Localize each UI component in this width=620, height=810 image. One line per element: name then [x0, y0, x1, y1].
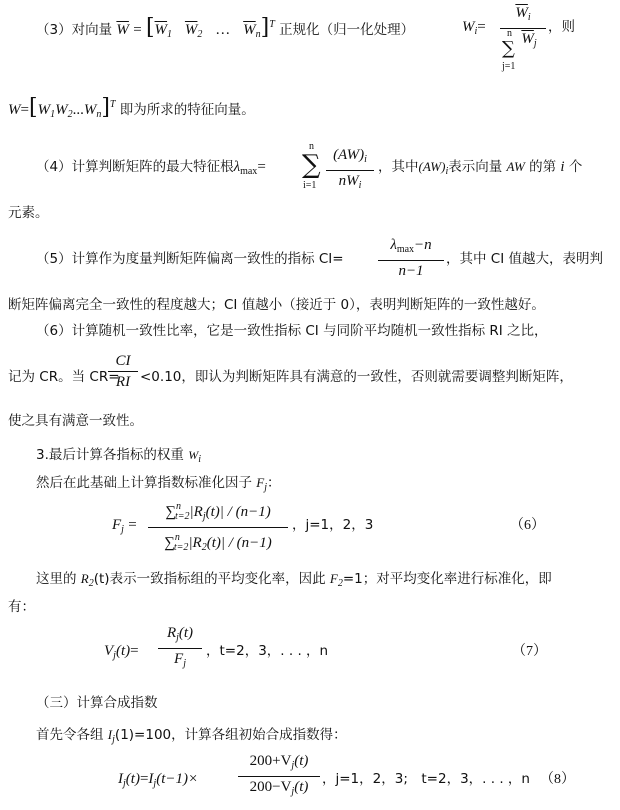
section-c-title: （三）计算合成指数	[36, 695, 158, 711]
step5-line: （5）计算作为度量判断矩阵偏离一致性的指标 CI=	[36, 251, 344, 267]
para7-continuation: 有：	[8, 599, 35, 615]
step3-number: （3）	[36, 22, 72, 38]
step5-fraction: $\lambda_{max}-n$ n−1	[378, 236, 444, 280]
step6-fraction: $\frac{CI}{RI}$	[108, 352, 138, 391]
eq8-number: （8）	[540, 772, 575, 787]
step3-vector-text: 即为所求的特征向量。	[119, 102, 255, 118]
step3-vector-line: $W=[W_1W_2...W_n]^T$ 即为所求的特征向量。	[8, 95, 255, 120]
wi-sum-symbol: ∑	[502, 38, 515, 59]
para7-line: 这里的 $R_2(t)$表示一致指标组的平均变化率，因此 $F_2=1$；对平均变化率进行标准化，即	[36, 571, 552, 589]
eq6-fraction: $\frac{\sum^n_{t=2}|R_j(t)| / (n-1)}{\sum^n_{t=2}|R_2(t)| / (n-1)}$	[148, 498, 288, 557]
eq7-number: （7）	[512, 644, 547, 659]
section-c-text: 首先令各组 $I_j(1)=100$，计算各组初始合成指数得：	[36, 727, 347, 745]
step4-tail: ，其中$(AW)_i$表示向量 AW 的第 i 个	[378, 159, 583, 177]
wi-lhs: $W_i=$	[462, 19, 486, 37]
step4-fraction: $(AW)_i$ $nW_i$	[326, 146, 374, 195]
eq6-number: （6）	[510, 518, 545, 533]
step3-after: 正规化（归一化处理）	[279, 22, 415, 38]
section3-title: 3.最后计算各指标的权重 $W_i$	[36, 447, 201, 465]
wi-fraction: $\frac{\overline{W}_i}{\overline{W}_j}$	[500, 4, 546, 53]
step3-line: （3）对向量 $\overline{W} = [\overline{W}_1$ $\overline{W}_2$ … $\overline{W}_n]^T$ 正规化（归一化处理）	[36, 15, 415, 40]
section3-text: 然后在此基础上计算指数标准化因子 $F_j$：	[36, 475, 281, 493]
step3-lead: 对向量	[71, 22, 113, 38]
step5-continuation: 断矩阵偏离完全一致性的程度越大；CI 值越小（接近于 0），表明判断矩阵的一致性越好。	[8, 297, 545, 313]
step4-continuation: 元素。	[8, 205, 49, 221]
step4-sum-symbol: ∑	[302, 150, 321, 180]
vector-w: $\overline{W}$	[116, 22, 129, 38]
eq6-lhs: $F_j$ =	[112, 517, 137, 535]
step4-line: （4）计算判断矩阵的最大特征根$\lambda_{max}=$	[36, 159, 266, 177]
step6-continuation: 使之具有满意一致性。	[8, 413, 143, 429]
step6-line: （6）计算随机一致性比率，它是一致性指标 CI 与同阶平均随机一致性指标 RI 之比，	[36, 323, 548, 339]
eq7-fraction: $\frac{R_j(t)}{F_j}$	[158, 624, 202, 673]
eq8-fraction: $\frac{200+V_j(t)}{200-V_j(t)}$	[238, 752, 320, 801]
eq7-lhs: $V_j(t)=$	[104, 643, 139, 661]
eq8-lhs: $I_j(t)=I_j(t-1)\times$	[118, 771, 199, 789]
